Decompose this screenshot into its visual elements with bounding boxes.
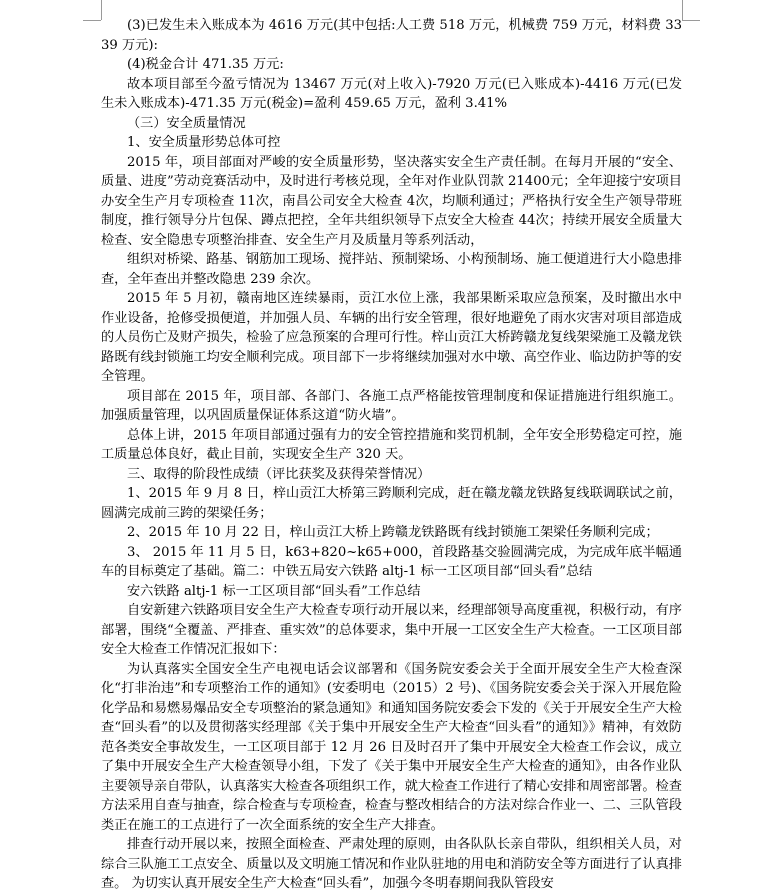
paragraph-quality-management: 项目部在 2015 年，项目部、各部门、各施工点严格能按管理制度和保证措施进行组织施工。加强质量管理，以巩固质量保证体系这道“防火墙”。	[101, 388, 682, 423]
section-heading-achievements: 三、取得的阶段性成绩（评比获奖及获得荣誉情况）	[127, 466, 431, 482]
achievement-item-2: 2、2015 年 10 月 22 日，梓山贡江大桥上跨赣龙铁路既有线封锁施工架梁任务顺利完成；	[127, 525, 659, 540]
achievement-item-3: 3、 2015 年 11 月 5 日，k63+820~k65+000，首段路基交验圆满完成，为完成年底半幅通车的目标奠定了基础。篇二：中铁五局安六铁路 altj-1 标一工区项目部“回头看”总结	[101, 544, 682, 579]
paragraph-safety-2015: 2015 年，项目部面对严峻的安全质量形势，坚决落实安全生产责任制。在每月开展的“安全、质量、进度”劳动竞赛活动中，及时进行考核兑现，全年对作业队罚款 21400元；全年迎接宁安项目办安全生产月专项检查 11次，南昌公司安全大检查 4次，均顺利通过；严格执行安全生产领导带班制度，推行领导分片包保、蹲点把控，全年共组织领导下点安全大检查 44次；持续开展安全质量大检查、安全隐患专项整治排查、安全生产月及质量月等系列活动，	[101, 154, 682, 248]
subheading-safety-controllable: 1、安全质量形势总体可控	[127, 135, 281, 150]
crop-mark-right-h	[682, 20, 700, 21]
review-title: 安六铁路 altj-1 标一工区项目部“回头看”工作总结	[127, 583, 421, 599]
crop-mark-right	[682, 0, 683, 20]
paragraph-overall-safety: 总体上讲，2015 年项目部通过强有力的安全管控措施和奖罚机制，全年安全形势稳定可控，施工质量总体良好，截止目前，实现安全生产 320 天。	[101, 427, 682, 462]
paragraph-inspection-details: 为认真落实全国安全生产电视电话会议部署和《国务院安委会关于全面开展安全生产大检查深化“打非治违”和专项整治工作的通知》(安委明电（2015）2 号)、《国务院安委会关于深入开展危险化学品和易燃易爆品安全专项整治的紧急通知》和通知国务院安委会下发的《关于开展安全生产大检查“回头看”的以及贯彻落实经理部《关于集中开展安全生产大检查“回头看”的通知》》精神，有效防范各类安全事故发生，一工区项目部于 12 月 26 日及时召开了集中开展安全大检查工作会议，成立了集中开展安全生产大检查领导小组，下发了《关于集中开展安全生产大检查的通知》，由各作业队主要领导亲自带队，认真落实大检查各项组织工作，就大检查工作进行了精心安排和周密部署。检查方法采用自查与抽查，综合检查与专项检查，检查与整改相结合的方法对综合作业一、二、三队管段类正在施工的工点进行了一次全面系统的安全生产大排查。	[101, 661, 682, 833]
paragraph-rainstorm-response: 2015 年 5 月初，赣南地区连续暴雨，贡江水位上涨，我部果断采取应急预案，及时撤出水中作业设备，抢修受损便道，并加强人员、车辆的出行安全管理，很好地避免了雨水灾害对项目部造成的人员伤亡及财产损失，检验了应急预案的合理可行性。梓山贡江大桥跨赣龙复线架梁施工及赣龙铁路既有线封锁施工均安全顺利完成。项目部下一步将继续加强对水中墩、高空作业、临边防护等的安全管理。	[101, 291, 682, 384]
document-body	[101, 16, 682, 894]
paragraph-tax-total: (4)税金合计 471.35 万元:	[127, 57, 284, 72]
paragraph-profit-summary: 故本项目部至今盈亏情况为 13467 万元(对上收入)-7920 万元(已入账成本)-4416 万元(已发生未入账成本)-471.35 万元(税金)=盈利 459.65 万元，盈利 3.41%	[101, 76, 682, 111]
paragraph-inspection-action: 排查行动开展以来，按照全面检查、严肃处理的原则，由各队队长亲自带队，组织相关人员，对综合三队施工工点安全、质量以及文明施工情况和作业队驻地的用电和消防安全等方面进行了认真排查。 为切实认真开展安全生产大检查“回头看”，加强今冬明春期间我队管段安	[101, 837, 682, 891]
achievement-item-1: 1、2015 年 9 月 8 日，梓山贡江大桥第三跨顺利完成，赶在赣龙赣龙铁路复线联调联试之前，圆满完成前三跨的架梁任务；	[101, 486, 682, 521]
paragraph-cost-unrecorded: (3)已发生未入账成本为 4616 万元(其中包括:人工费 518 万元，机械费 759 万元，材料费 3339 万元):	[101, 18, 682, 53]
crop-mark-left-h	[83, 20, 101, 21]
paragraph-hazard-inspection: 组织对桥梁、路基、钢筋加工现场、搅拌站、预制梁场、小构预制场、施工便道进行大小隐患排查，全年查出并整改隐患 239 余次。	[101, 252, 682, 287]
paragraph-inspection-intro: 自安新建六铁路项目安全生产大检查专项行动开展以来，经理部领导高度重视，积极行动，有序部署，围绕“全覆盖、严排查、重实效”的总体要求，集中开展一工区安全生产大检查。一工区项目部安全大检查工作情况汇报如下：	[101, 603, 682, 657]
section-heading-safety-quality: （三）安全质量情况	[127, 115, 246, 131]
